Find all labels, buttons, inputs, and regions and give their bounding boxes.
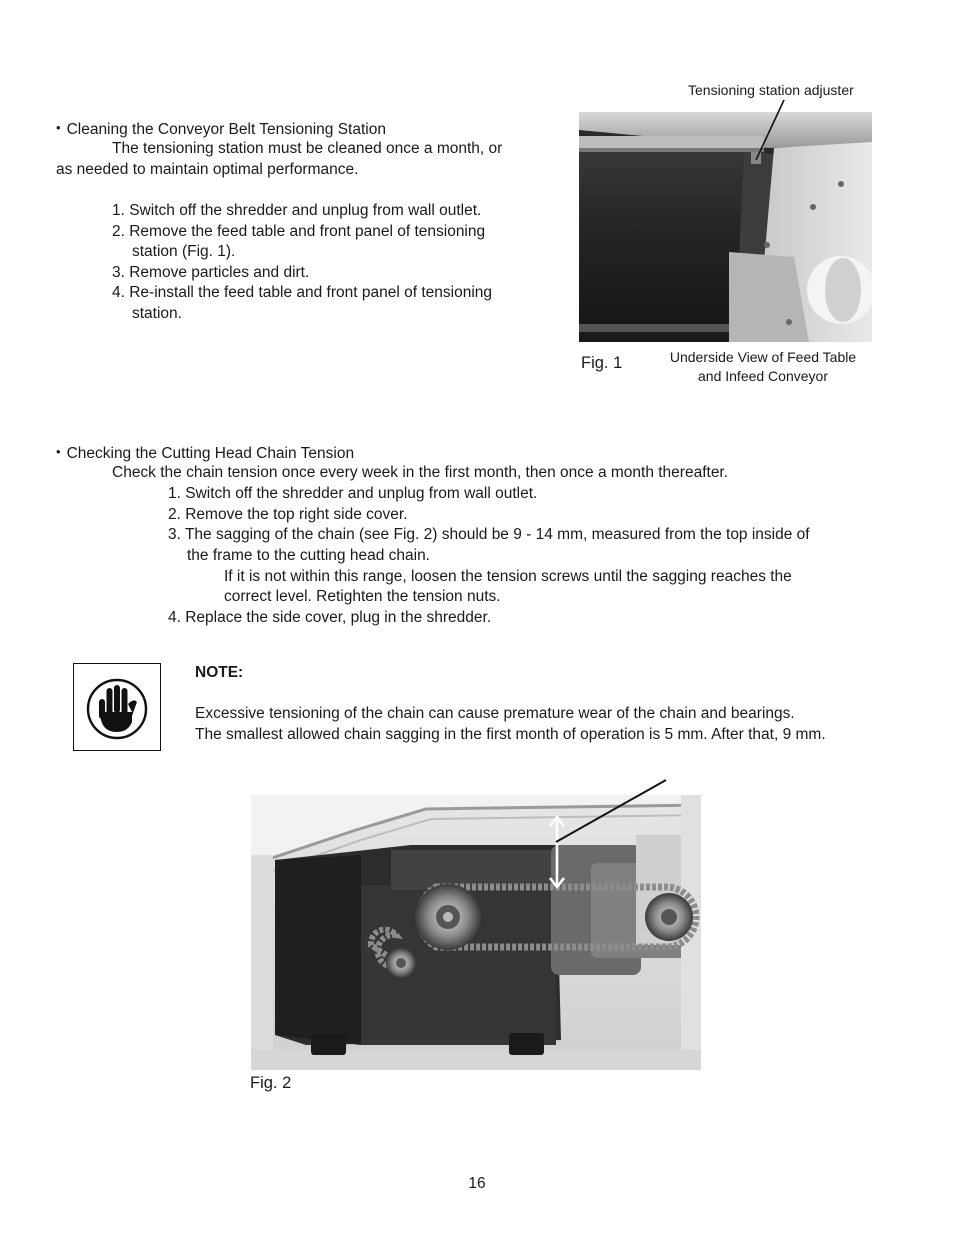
- section2-step: the frame to the cutting head chain.: [187, 547, 430, 564]
- fig2-label: Fig. 2: [250, 1074, 292, 1092]
- note-title: NOTE:: [195, 664, 244, 681]
- section2-step: 3. The sagging of the chain (see Fig. 2) should be 9 - 14 mm, measured from the top inside of: [168, 526, 810, 543]
- bullet-icon: •: [56, 120, 61, 135]
- stop-hand-icon: [74, 664, 159, 749]
- section1-step: 1. Switch off the shredder and unplug from wall outlet.: [112, 202, 482, 219]
- section1-heading: • Cleaning the Conveyor Belt Tensioning Station: [56, 120, 386, 138]
- fig1-label: Fig. 1: [581, 354, 623, 372]
- note-text: The smallest allowed chain sagging in the first month of operation is 5 mm. After that, 9 mm.: [195, 726, 826, 743]
- section2-step: 4. Replace the side cover, plug in the shredder.: [168, 609, 492, 626]
- fig1-caption-line: Underside View of Feed Table: [669, 349, 857, 365]
- fig1-callout-label: Tensioning station adjuster: [688, 82, 854, 98]
- fig1-callout-leader: [750, 98, 790, 168]
- section1-step: 4. Re-install the feed table and front panel of tensioning: [112, 284, 493, 301]
- fig2-callout-leader: [550, 778, 670, 848]
- section1-step: 2. Remove the feed table and front panel of tensioning: [112, 223, 486, 240]
- section1-step: station.: [132, 305, 182, 322]
- section2-step-note: correct level. Retighten the tension nuts.: [224, 588, 501, 605]
- section2-intro: Check the chain tension once every week in the first month, then once a month thereafter.: [112, 464, 729, 481]
- section1-intro-2: as needed to maintain optimal performance.: [56, 161, 359, 178]
- section1-intro-1: The tensioning station must be cleaned once a month, or: [112, 140, 503, 157]
- fig1-caption-line: and Infeed Conveyor: [698, 368, 828, 384]
- section1-step: station (Fig. 1).: [132, 243, 236, 260]
- fig1-photo: [579, 112, 872, 342]
- page-number: 16: [468, 1175, 486, 1192]
- note-icon-box: [73, 663, 161, 751]
- section1-step: 3. Remove particles and dirt.: [112, 264, 310, 281]
- bullet-icon: •: [56, 444, 61, 459]
- section2-heading: • Checking the Cutting Head Chain Tension: [56, 444, 355, 462]
- section2-step: 2. Remove the top right side cover.: [168, 506, 408, 523]
- section2-step: 1. Switch off the shredder and unplug from wall outlet.: [168, 485, 538, 502]
- section2-step-note: If it is not within this range, loosen the tension screws until the sagging reaches the: [224, 568, 792, 585]
- note-text: Excessive tensioning of the chain can cause premature wear of the chain and bearings.: [195, 705, 795, 722]
- fig1-caption: [656, 348, 870, 386]
